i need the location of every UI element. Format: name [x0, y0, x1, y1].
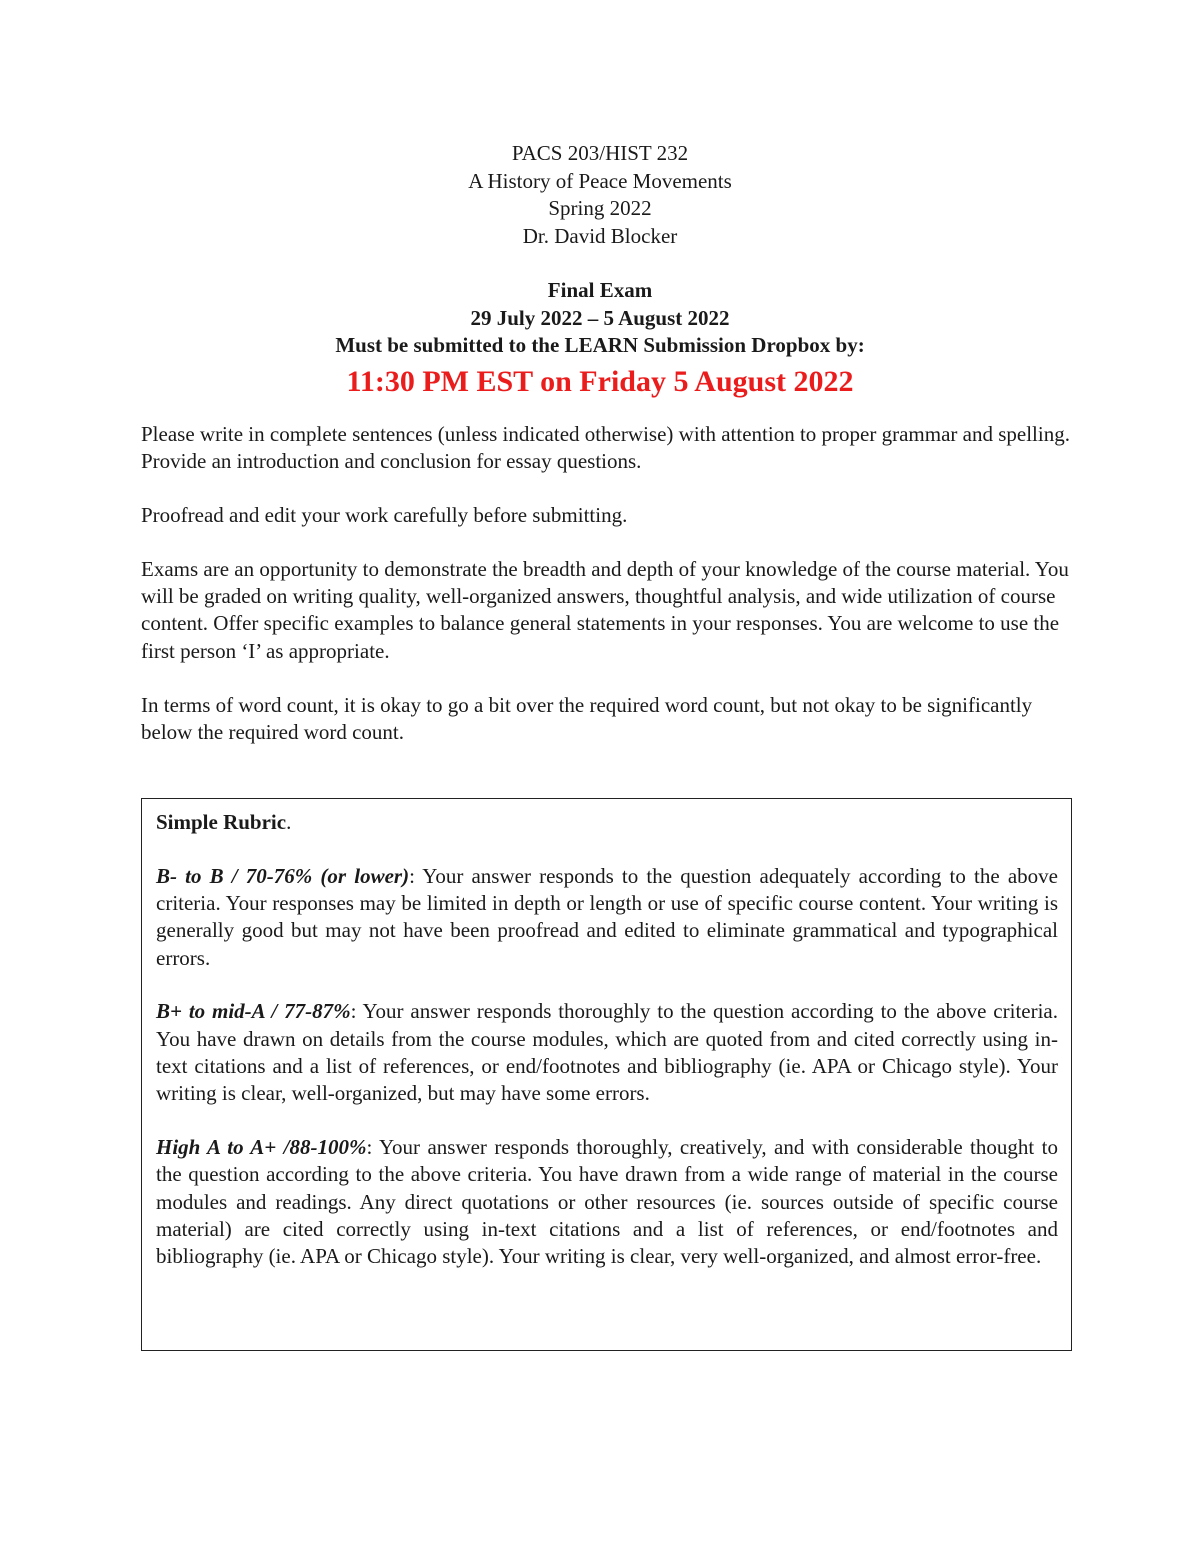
- submission-note: Must be submitted to the LEARN Submission Dropbox by:: [335, 333, 865, 357]
- instruction-paragraph: Exams are an opportunity to demonstrate the breadth and depth of your knowledge of the course material. You will be graded on writing quality, well-organized answers, thoughtful analysis, and wide utilization of course content. Offer specific examples to balance general statements in your responses. You are welcome to use the first person ‘I’ as appropriate.: [141, 556, 1069, 663]
- instruction-paragraph: Please write in complete sentences (unless indicated otherwise) with attention to proper grammar and spelling. Provide an introduction and conclusion for essay questions.: [141, 422, 1070, 474]
- exam-title: Final Exam: [547, 278, 653, 302]
- rubric-grade: B- to B / 70-76% (or lower): [156, 863, 410, 888]
- exam-dates: 29 July 2022 – 5 August 2022: [470, 305, 730, 330]
- rubric-grade: B+ to mid-A / 77-87%: [156, 999, 351, 1024]
- rubric-level: [156, 863, 1058, 972]
- instruction-paragraph: In terms of word count, it is okay to go a bit over the required word count, but not okay to be significantly below the required word count.: [141, 692, 1033, 744]
- rubric-box: [141, 798, 1072, 1351]
- rubric-level: [156, 1134, 1058, 1270]
- rubric-description: : Your answer responds thoroughly to the question according to the above criteria. You have drawn on details from the course modules, which are quoted from and cited correctly using in-text citations and a list of references, or end/footnotes and bibliography (ie. APA or Chicago style). Your writing is clear, well-organized, but may have some errors.: [156, 999, 1058, 1106]
- instruction-paragraph: Proofread and edit your work carefully before submitting.: [141, 503, 628, 528]
- rubric-title-suffix: .: [286, 810, 292, 834]
- course-code: PACS 203/HIST 232: [511, 141, 689, 165]
- header-spacer: [141, 250, 1059, 277]
- term: Spring 2022: [548, 196, 652, 220]
- rubric-level: [156, 998, 1058, 1107]
- rubric-grade: High A to A+ /88-100%: [156, 1135, 367, 1160]
- exam-header: [141, 140, 1059, 402]
- rubric-title: Simple Rubric: [156, 810, 287, 834]
- deadline: 11:30 PM EST on Friday 5 August 2022: [346, 364, 854, 398]
- rubric-description: : Your answer responds to the question adequately according to the above criteria. Your responses may be limited in depth or length or use of specific course content. Your writing is generally good but may not have been proofread and edited to eliminate grammatical and typographical errors.: [156, 863, 1058, 970]
- instructions: [141, 421, 1071, 773]
- rubric-description: : Your answer responds thoroughly, creatively, and with considerable thought to the question according to the above criteria. You have drawn from a wide range of material in the course modules and readings. Any direct quotations or other resources (ie. sources outside of specific course material) are cited correctly using in-text citations and a list of references, or end/footnotes and bibliography (ie. APA or Chicago style). Your writing is clear, very well-organized, and almost error-free.: [156, 1135, 1058, 1269]
- course-title: A History of Peace Movements: [468, 168, 732, 193]
- rubric-heading: [156, 809, 1058, 836]
- instructor: Dr. David Blocker: [522, 223, 678, 248]
